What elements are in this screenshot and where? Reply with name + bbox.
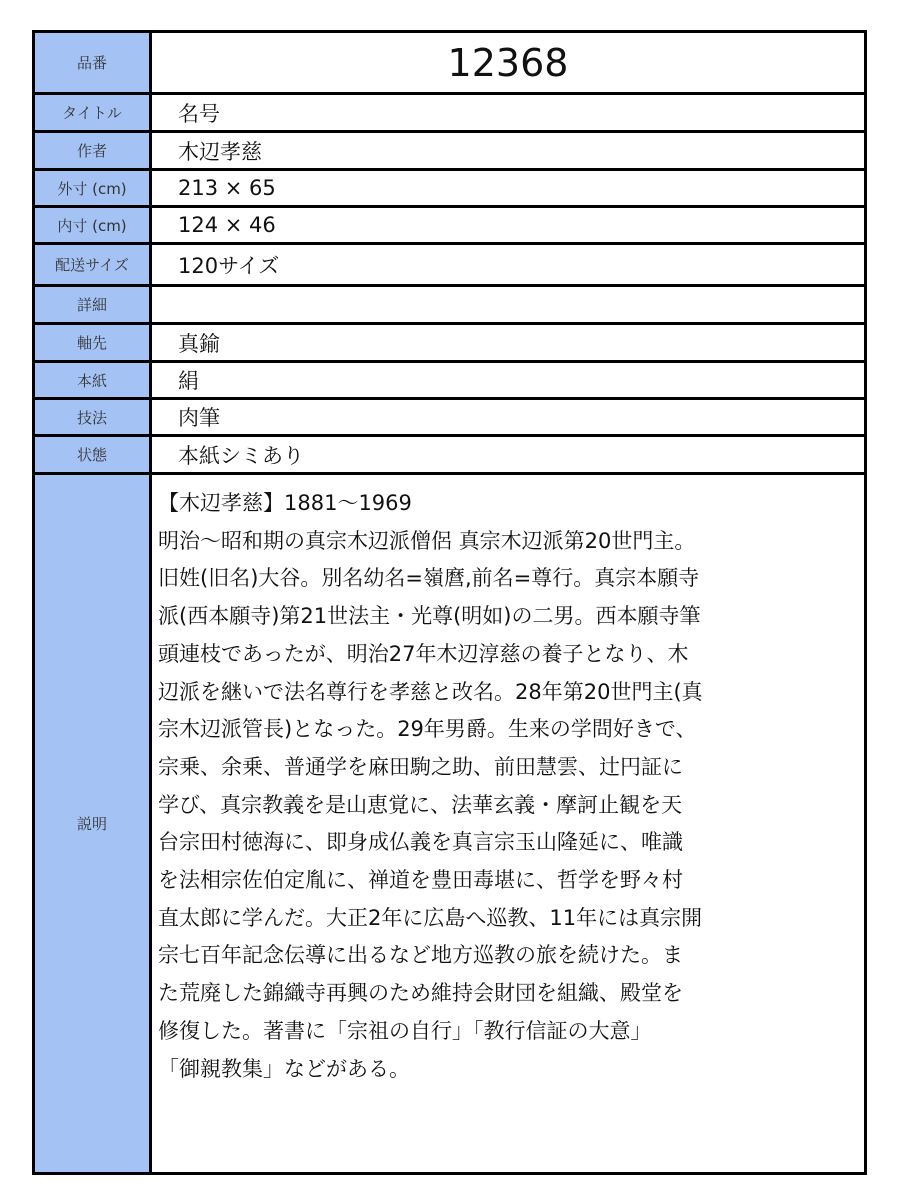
value-outer-size: 213 × 65 [178,176,276,200]
row-condition [35,437,864,475]
row-roller-end [35,325,864,363]
value-shipping-size: 120サイズ [178,253,280,278]
description-line: 修復した。著書に「宗祖の自行」「教行信証の大意」 [158,1018,652,1043]
description-line: 【木辺孝慈】1881～1969 [158,491,412,515]
description-line: 派(西本願寺)第21世法主・光尊(明如)の二男。西本願寺筆 [158,604,701,629]
row-item-number [35,33,864,95]
row-technique [35,400,864,437]
description-line: 直太郎に学んだ。大正2年に広島へ巡教、11年には真宗開 [158,905,703,930]
value-technique: 肉筆 [178,406,220,430]
description-line: 旧姓(旧名)大谷。別名幼名=嶺麿,前名=尊行。真宗本願寺 [158,566,700,591]
label-condition: 状態 [35,437,152,472]
value-roller-end: 真鍮 [178,331,220,356]
description-line: 台宗田村徳海に、即身成仏義を真言宗玉山隆延に、唯識 [158,830,683,855]
value-author: 木辺孝慈 [178,139,262,164]
description-line: 「御親教集」などがある。 [158,1056,410,1081]
value-details [152,287,864,322]
label-technique: 技法 [35,400,152,434]
label-details: 詳細 [35,287,152,322]
description-line: 宗七百年記念伝導に出るなど地方巡教の旅を続けた。ま [158,943,683,968]
value-title: 名号 [178,101,220,126]
description-line: 宗木辺派管長)となった。29年男爵。生来の学問好きで、 [158,717,697,742]
description-text [152,475,864,1172]
description-line: 宗乗、余乗、普通学を麻田駒之助、前田慧雲、辻円証に [158,754,683,779]
label-shipping-size: 配送サイズ [35,245,152,284]
label-base-material: 本紙 [35,363,152,397]
description-line: た荒廃した錦織寺再興のため維持会財団を組織、殿堂を [158,981,683,1006]
value-base-material: 絹 [178,369,199,393]
label-author: 作者 [35,133,152,168]
label-item-number: 品番 [35,33,152,92]
description-line: を法相宗佐伯定胤に、禅道を豊田毒堪に、哲学を野々村 [158,868,683,893]
row-description [35,475,864,1172]
label-inner-size: 内寸 (cm) [35,208,152,242]
row-details [35,287,864,325]
row-inner-size [35,208,864,245]
row-base-material [35,363,864,400]
description-line: 学び、真宗教義を是山恵覚に、法華玄義・摩訶止観を天 [158,792,683,817]
label-description: 説明 [35,475,152,1172]
product-info-table [32,30,867,1175]
row-title [35,95,864,133]
row-outer-size [35,171,864,208]
description-line: 辺派を継いで法名尊行を孝慈と改名。28年第20世門主(真 [158,679,703,704]
value-item-number: 12368 [447,40,569,85]
row-author [35,133,864,171]
label-outer-size: 外寸 (cm) [35,171,152,205]
value-inner-size: 124 × 46 [178,213,276,237]
label-title: タイトル [35,95,152,130]
value-condition: 本紙シミあり [178,443,304,468]
description-line: 明治～昭和期の真宗木辺派僧侶 真宗木辺派第20世門主。 [158,528,696,553]
label-roller-end: 軸先 [35,325,152,360]
description-line: 頭連枝であったが、明治27年木辺淳慈の養子となり、木 [158,641,689,666]
row-shipping-size [35,245,864,287]
